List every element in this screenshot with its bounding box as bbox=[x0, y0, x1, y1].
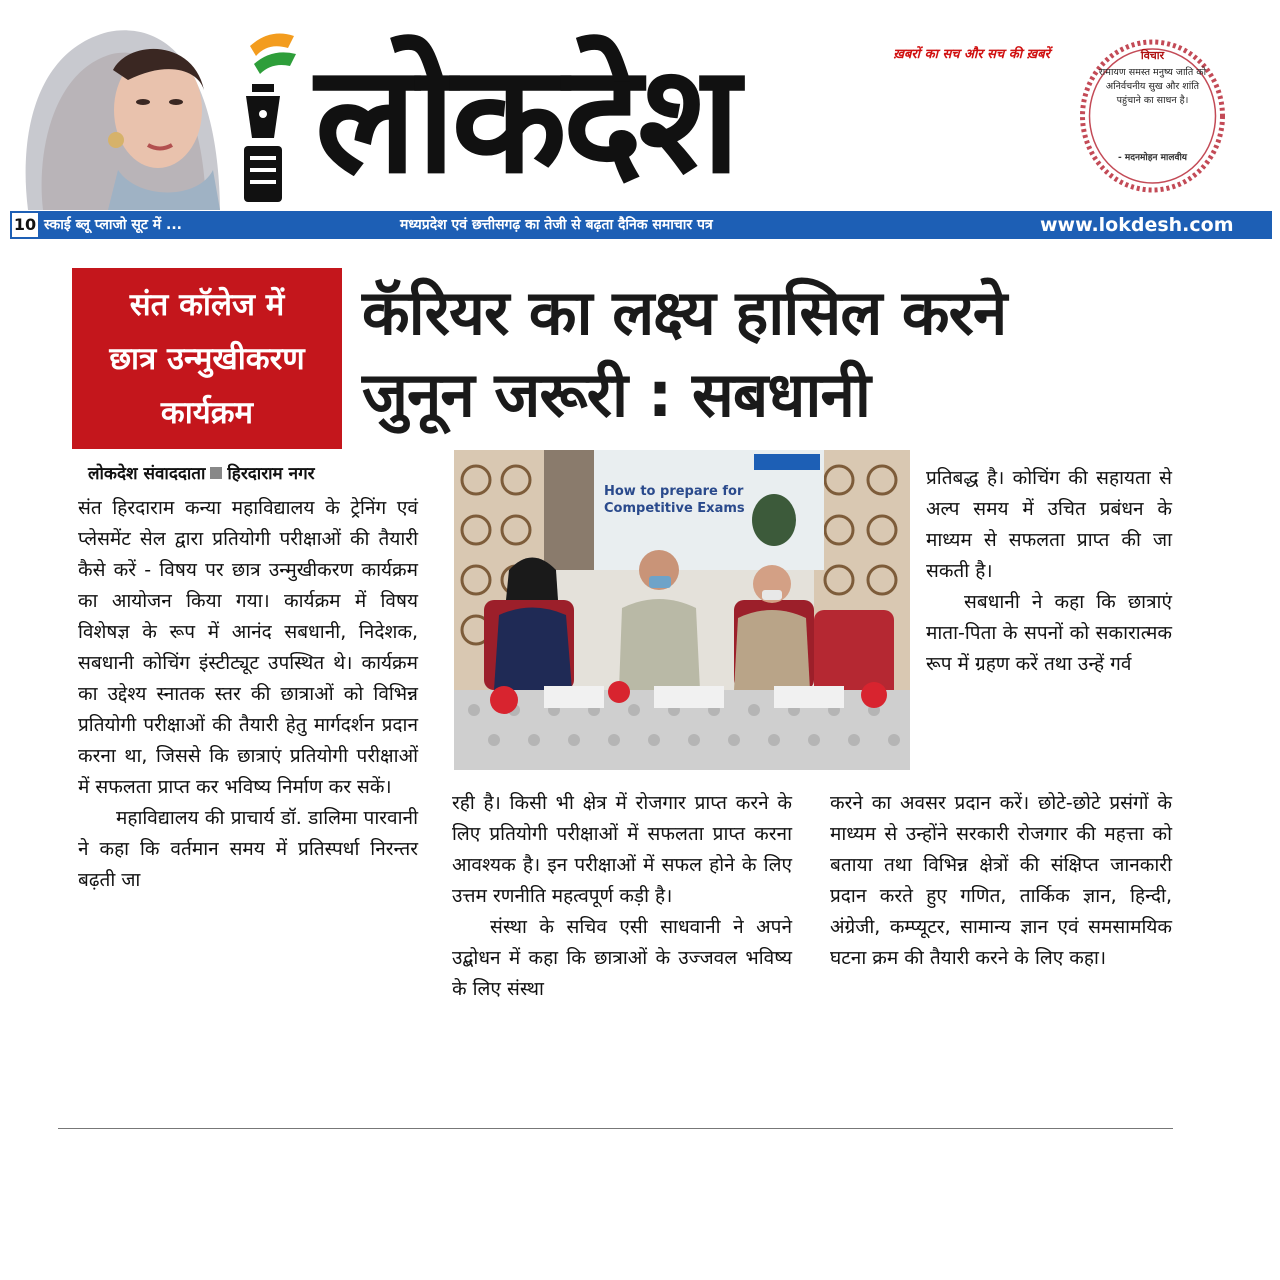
paragraph: सबधानी ने कहा कि छात्राएं माता-पिता के सपनों को सकारात्मक रूप में ग्रहण करें तथा उन्हें गर्व bbox=[926, 591, 1172, 675]
thought-author: - मदनमोहन मालवीय bbox=[1117, 153, 1187, 163]
article-column-2 bbox=[452, 788, 792, 1005]
article-column-1 bbox=[78, 493, 418, 896]
masthead-portrait-photo bbox=[8, 10, 230, 210]
paragraph: संस्था के सचिव एसी साधवानी ने अपने उद्बोधन में कहा कि छात्राओं के उज्जवल भविष्य के लिए संस्था bbox=[452, 916, 792, 1000]
article-headline bbox=[362, 272, 1182, 436]
byline-reporter: लोकदेश संवाददाता bbox=[88, 464, 206, 484]
article-column-3-bottom bbox=[830, 788, 1172, 974]
kicker-line: छात्र उन्मुखीकरण bbox=[109, 341, 305, 377]
kicker-line: कार्यक्रम bbox=[160, 395, 254, 431]
article-kicker-box bbox=[72, 268, 342, 449]
website-url[interactable]: www.lokdesh.com bbox=[1040, 214, 1234, 236]
banner-slogan: मध्यप्रदेश एवं छत्तीसगढ़ का तेजी से बढ़ता दैनिक समाचार पत्र bbox=[400, 217, 713, 233]
paragraph: करने का अवसर प्रदान करें। छोटे-छोटे प्रसंगों के माध्यम से उन्होंने सरकारी रोजगार की महत्ता को बताया तथा विभिन्न क्षेत्रों की संक्षिप्त जानकारी प्रदान करते हुए गणित, तार्किक ज्ञान, हिन्दी, अंग्रेजी, कम्प्यूटर, सामान्य ज्ञान एवं समसामयिक घटना क्रम की तैयारी करने के लिए कहा। bbox=[830, 792, 1172, 969]
paragraph: रही है। किसी भी क्षेत्र में रोजगार प्राप्त करने के लिए प्रतियोगी परीक्षाओं में सफलता प्राप्त करना आवश्यक है। इन परीक्षाओं में सफल होने के लिए उत्तम रणनीति महत्वपूर्ण कड़ी है। bbox=[452, 792, 792, 907]
page-teaser: स्काई ब्लू प्लाजो सूट में ... bbox=[44, 217, 182, 233]
separator-square-icon bbox=[210, 467, 222, 479]
paragraph: महाविद्यालय की प्राचार्य डॉ. डालिमा पारवानी ने कहा कि वर्तमान समय में प्रतिस्पर्धा निरन्तर बढ़ती जा bbox=[78, 807, 418, 891]
byline-place: हिरदाराम नगर bbox=[227, 464, 315, 484]
bottom-divider bbox=[58, 1128, 1173, 1129]
headline-line: जुनून जरूरी : सबधानी bbox=[362, 358, 870, 431]
thought-label: विचार bbox=[1140, 49, 1165, 62]
event-photo bbox=[454, 450, 910, 770]
article-column-3-top bbox=[926, 463, 1172, 680]
screen-text-line-2: Competitive Exams bbox=[604, 501, 745, 516]
kicker-line: संत कॉलेज में bbox=[129, 287, 285, 323]
newspaper-title: लोकदेश bbox=[315, 31, 737, 207]
paragraph: प्रतिबद्ध है। कोचिंग की सहायता से अल्प समय में उचित प्रबंधन के माध्यम से सफलता प्राप्त की जा सकती है। bbox=[926, 467, 1172, 582]
headline-line: कॅरियर का लक्ष्य हासिल करने bbox=[362, 276, 1007, 349]
newspaper-pen-logo-icon bbox=[236, 18, 300, 208]
paragraph: संत हिरदाराम कन्या महाविद्यालय के ट्रेनिंग एवं प्लेसमेंट सेल द्वारा प्रतियोगी परीक्षाओं की तैयारी कैसे करें - विषय पर छात्र उन्मुखीकरण कार्यक्रम का आयोजन किया गया। कार्यक्रम में विषय विशेषज्ञ के रूप में आनंद सबधानी, निदेशक, सबधानी कोचिंग इंस्टीट्यूट उपस्थित थे। कार्यक्रम का उद्देश्य स्नातक स्तर की छात्राओं को विभिन्न प्रतियोगी परीक्षाओं की तैयारी हेतु मार्गदर्शन प्रदान करना था, जिससे कि छात्राएं प्रतियोगी परीक्षाओं में सफलता प्राप्त कर भविष्य निर्माण कर सकें। bbox=[78, 497, 418, 798]
article-byline bbox=[88, 460, 418, 488]
screen-text-line-1: How to prepare for bbox=[604, 484, 744, 499]
thought-text: रामायण समस्त मनुष्य जाति को अनिर्वचनीय सुख और शांति पहुंचाने का साधन है। bbox=[1098, 67, 1207, 106]
thought-of-the-day-box bbox=[1075, 36, 1230, 196]
page-number: 10 bbox=[12, 213, 38, 237]
masthead-tagline: ख़बरों का सच और सच की ख़बरें bbox=[893, 47, 1050, 62]
